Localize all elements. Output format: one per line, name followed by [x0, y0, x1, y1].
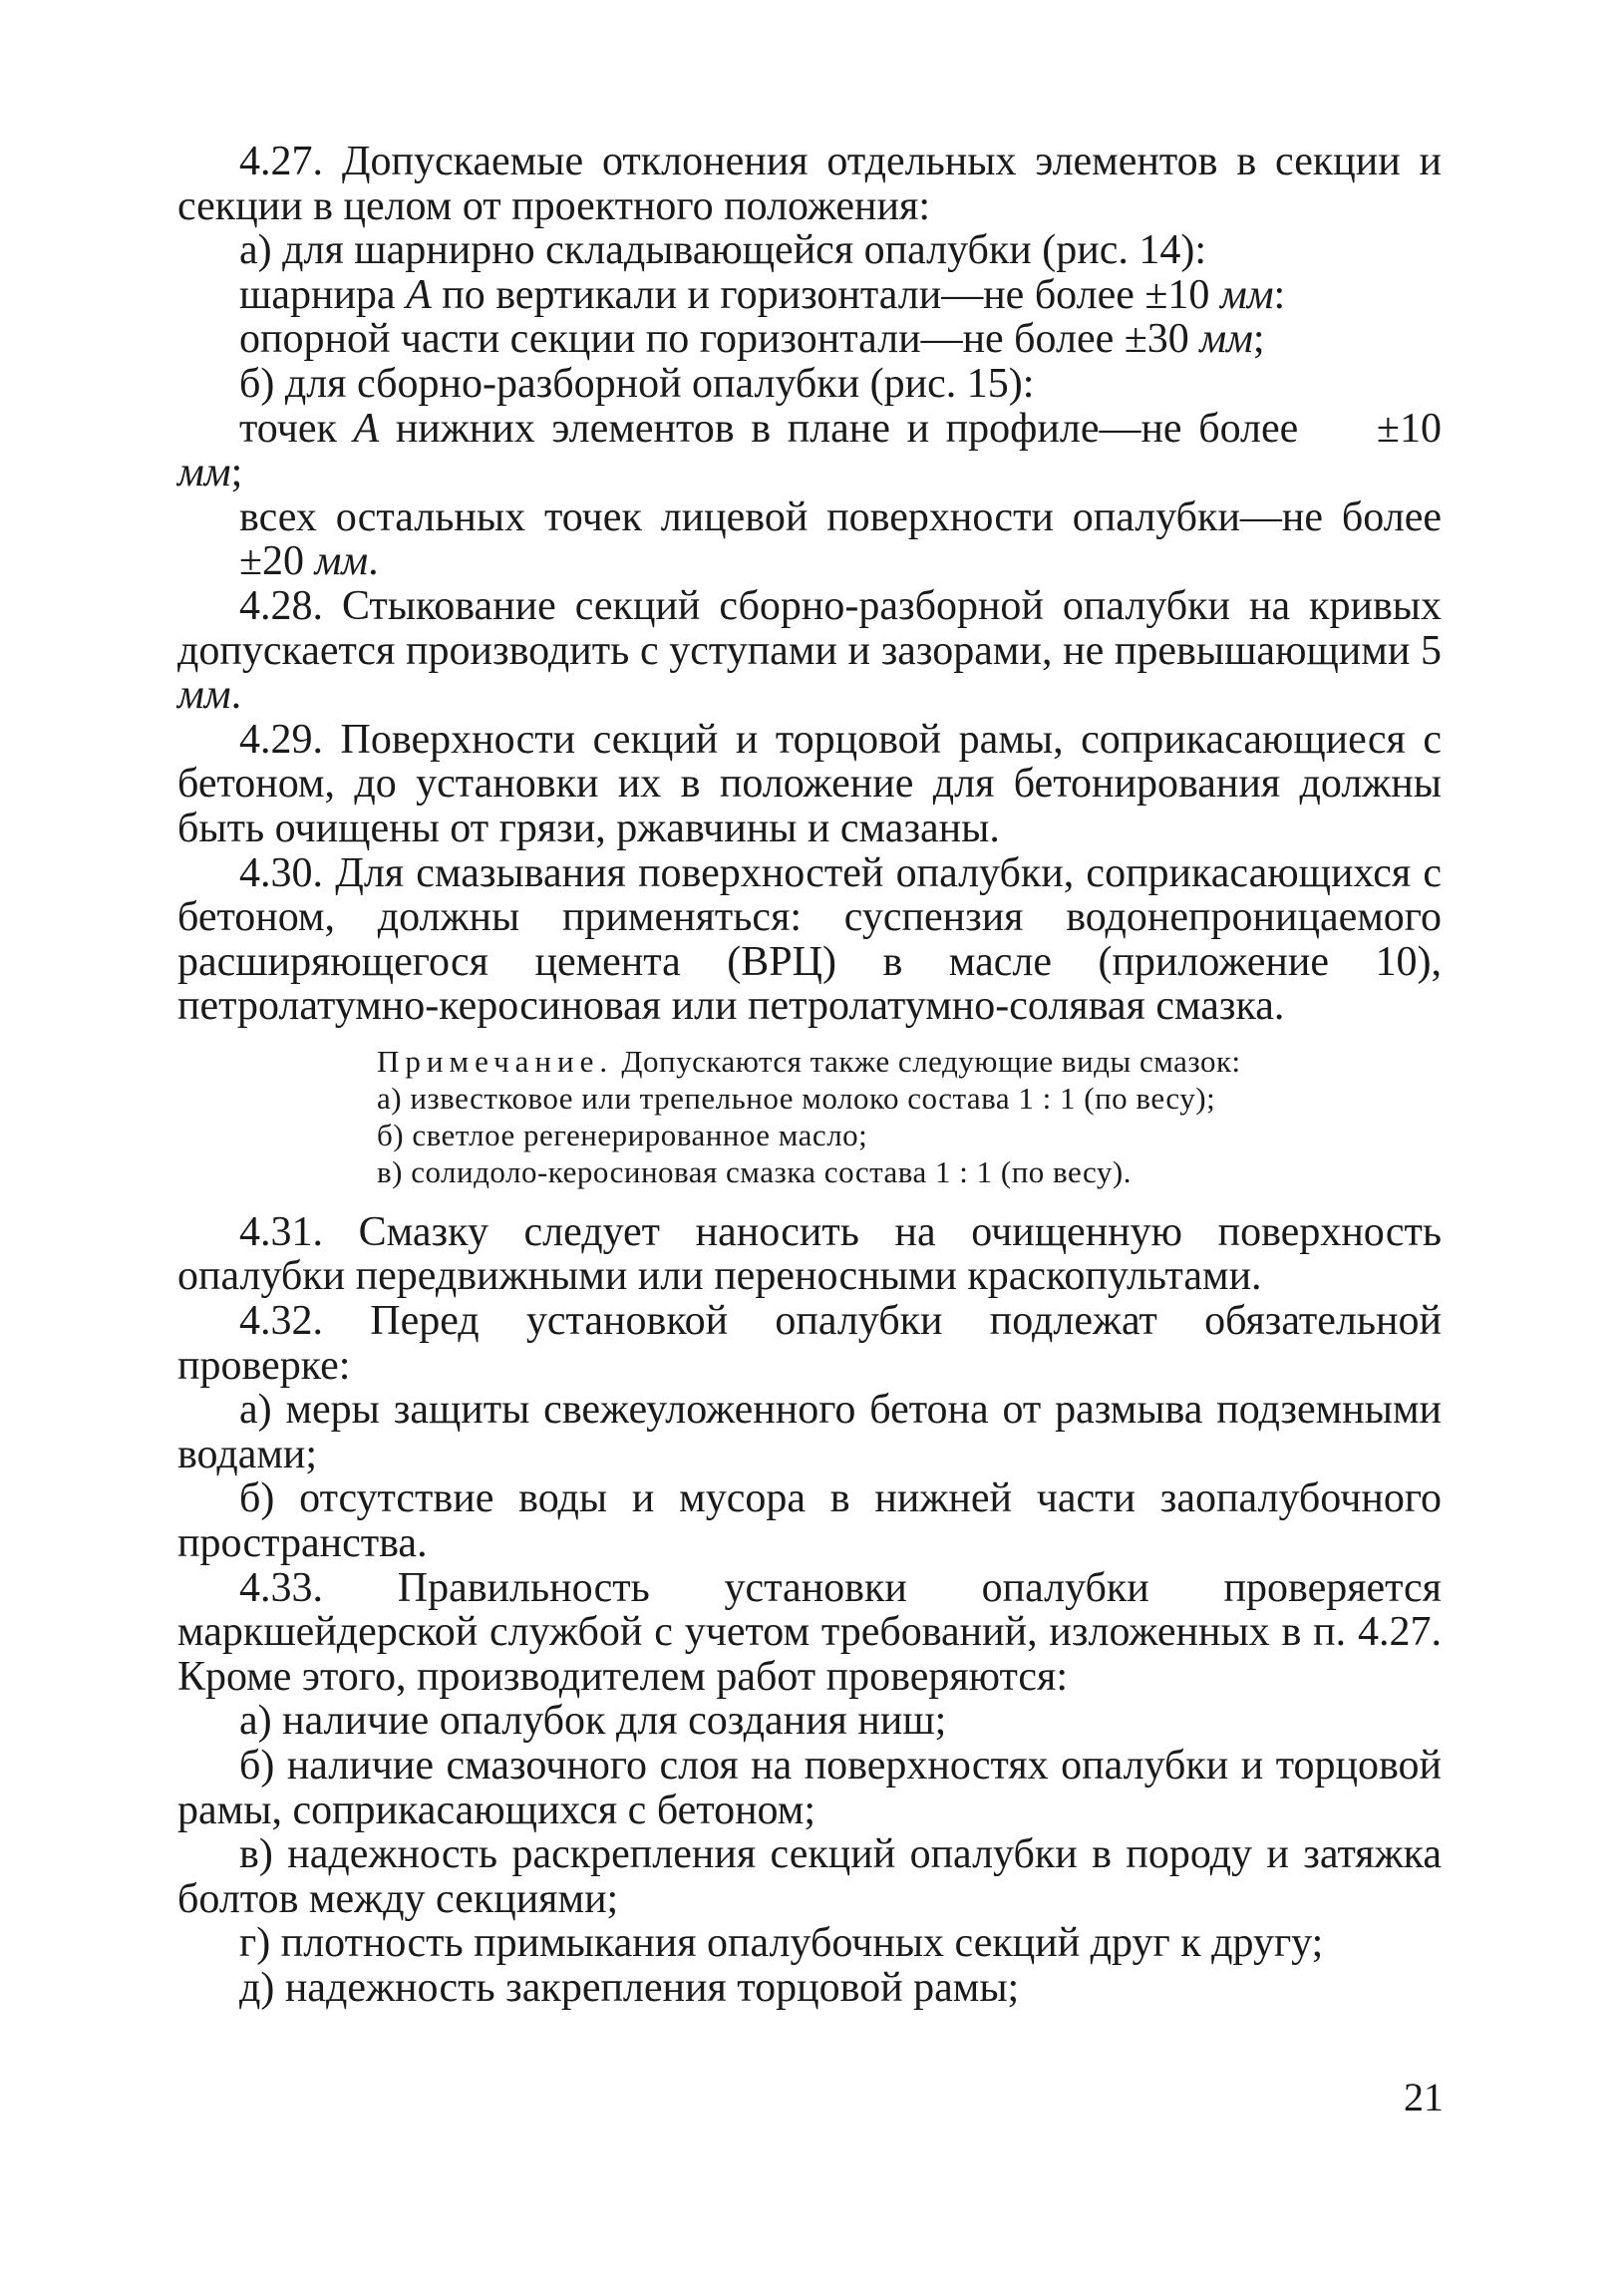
- tolerance-points-a: [177, 407, 1442, 495]
- paragraph-4-30: [177, 851, 1442, 1029]
- paragraph-text: 4.33. Правильность установки опалубки проверяется маркшейдерской службой с учетом требований, изложенных в п. 4.27. Кроме этого, производителем работ проверяются:: [177, 1564, 1442, 1700]
- paragraph-4-31: [177, 1210, 1442, 1299]
- list-item-text: а) для шарнирно складывающейся опалубки (рис. 14):: [239, 227, 1207, 274]
- tolerance-support: [177, 317, 1442, 362]
- text-fragment: опорной части секции по горизонтали—не более: [239, 316, 1125, 363]
- tolerance-value: ±30: [1124, 316, 1189, 363]
- text-fragment: точек: [239, 405, 354, 452]
- list-item-4-32-a: [177, 1388, 1442, 1476]
- list-item-text: б) наличие смазочного слоя на поверхностях опалубки и торцовой рамы, соприкасающихся с бетоном;: [177, 1743, 1442, 1833]
- note-intro: Допускаются также следующие виды смазок:: [613, 1043, 1241, 1079]
- list-item-4-33-e: [177, 1966, 1442, 2011]
- paragraph-4-33: [177, 1566, 1442, 1700]
- paragraph-4-27: [177, 140, 1442, 228]
- paragraph-text: 4.32. Перед установкой опалубки подлежат обязательной проверке:: [177, 1298, 1442, 1389]
- point-label: А: [406, 271, 432, 318]
- unit-label: мм: [177, 450, 231, 496]
- document-page: [177, 140, 1442, 2011]
- paragraph-4-32: [177, 1299, 1442, 1388]
- tolerance-value: ±10: [1144, 271, 1210, 318]
- tolerance-other-points: [177, 495, 1442, 584]
- list-item-text: а) наличие опалубок для создания ниш;: [239, 1698, 947, 1745]
- note-heading: [377, 1043, 1442, 1080]
- note-item: б) светлое регенерированное масло;: [377, 1117, 868, 1152]
- list-item-4-33-a: [177, 1699, 1442, 1744]
- punctuation: .: [368, 538, 379, 585]
- list-item-4-33-b: [177, 1744, 1442, 1832]
- punctuation: .: [230, 672, 242, 719]
- paragraph-text: 4.30. Для смазывания поверхностей опалубки, соприкасающихся с бетоном, должны применяться: суспензия водонепроницаемого расширяющегося цемента (ВРЦ) в масле (приложение 10), петролатумно-керосиновая или петролатумно-солявая смазка.: [177, 849, 1442, 1030]
- punctuation: :: [1273, 271, 1286, 318]
- list-item-text: г) плотность примыкания опалубочных секций друг к другу;: [239, 1920, 1324, 1967]
- text-fragment: по вертикали и горизонтали—не более: [431, 271, 1145, 318]
- paragraph-4-29: [177, 718, 1442, 851]
- paragraph-text: 4.28. Стыкование секций сборно-разборной опалубки на кривых допускается производить с уступами и зазорами, не превышающими 5: [177, 582, 1442, 674]
- list-item-4-33-d: [177, 1921, 1442, 1966]
- text-fragment: всех остальных точек лицевой поверхности опалубки—не более: [239, 493, 1442, 540]
- text-fragment: нижних элементов в плане и профиле—не более: [379, 405, 1315, 452]
- list-item-4-32-b: [177, 1476, 1442, 1565]
- list-item-a-hinged: [177, 228, 1442, 273]
- text-fragment: шарнира: [239, 271, 407, 318]
- list-item-text: а) меры защиты свежеуложенного бетона от размыва подземными водами;: [177, 1387, 1442, 1477]
- tolerance-value: ±10: [1376, 405, 1442, 452]
- paragraph-text: 4.27. Допускаемые отклонения отдельных элементов в секции и секции в целом от проектного положения:: [177, 139, 1442, 229]
- list-item-text: б) для сборно-разборной опалубки (рис. 15):: [239, 360, 1035, 407]
- list-item-text: б) отсутствие воды и мусора в нижней части заопалубочного пространства.: [177, 1475, 1442, 1567]
- note-block: [377, 1043, 1442, 1190]
- unit-label: мм: [177, 672, 231, 719]
- unit-label: мм: [1219, 271, 1274, 318]
- note-label: Примечание.: [377, 1043, 614, 1079]
- list-item-text: в) надежность раскрепления секций опалубки в породу и затяжка болтов между секциями;: [177, 1831, 1442, 1922]
- paragraph-4-28: [177, 584, 1442, 718]
- list-item-text: д) надежность закрепления торцовой рамы;: [239, 1964, 1020, 2011]
- tolerance-hinge-a: [177, 273, 1442, 318]
- punctuation: ;: [230, 450, 243, 496]
- paragraph-text: 4.31. Смазку следует наносить на очищенную поверхность опалубки передвижными или переносными краскопультами.: [177, 1208, 1442, 1300]
- page-number: 21: [1404, 2075, 1444, 2119]
- point-label: А: [353, 405, 380, 452]
- note-item: в) солидоло-керосиновая смазка состава 1 : 1 (по весу).: [377, 1153, 1132, 1189]
- punctuation: ;: [1252, 316, 1265, 363]
- list-item-b-prefab: [177, 362, 1442, 407]
- paragraph-text: 4.29. Поверхности секций и торцовой рамы, соприкасающиеся с бетоном, до установки их в положение для бетонирования должны быть очищены от грязи, ржавчины и смазаны.: [177, 716, 1442, 851]
- tolerance-value: ±20: [239, 538, 305, 585]
- note-item: а) известковое или трепельное молоко состава 1 : 1 (по весу);: [377, 1080, 1216, 1116]
- list-item-4-33-c: [177, 1832, 1442, 1921]
- unit-label: мм: [314, 538, 369, 585]
- unit-label: мм: [1199, 316, 1253, 363]
